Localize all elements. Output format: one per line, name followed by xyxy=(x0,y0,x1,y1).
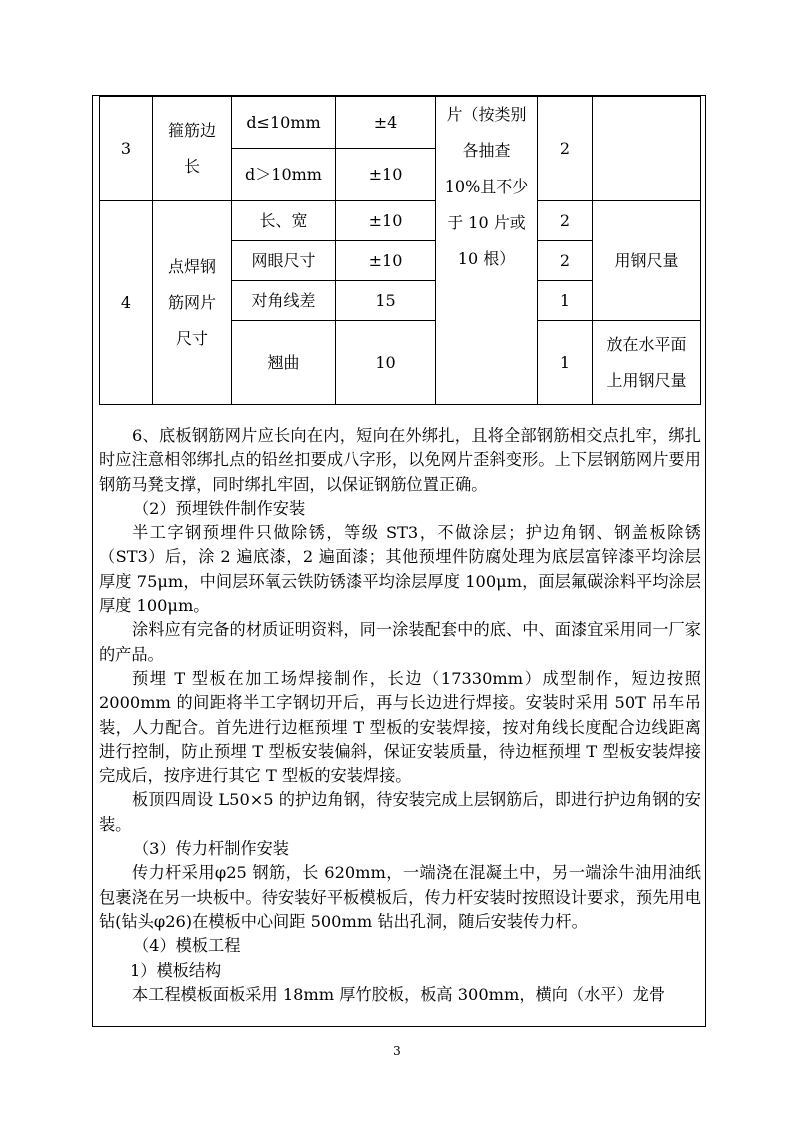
count-cell: 1 xyxy=(538,321,593,405)
method-cell: 用钢尺量 xyxy=(593,201,701,321)
section-heading: （4）模板工程 xyxy=(133,936,241,956)
paragraph: 本工程模板面板采用 18mm 厚竹胶板，板高 300mm，横向（水平）龙骨 xyxy=(132,984,666,1004)
paragraph: 涂料应有完备的材质证明资料，同一涂装配套中的底、中、面漆宜采用同一厂家的产品。 xyxy=(99,620,701,664)
count-cell: 2 xyxy=(538,97,593,201)
page-number: 3 xyxy=(393,1044,401,1058)
paragraph: 传力杆采用φ25 钢筋，长 620mm，一端浇在混凝土中，另一端涂牛油用油纸包裹浇在另一块板中。待安装好平板模板后，传力杆安装时按照设计要求，预先用电钻(钻头φ26)在模板中心间距 500mm 钻出孔洞，随后安装传力杆。 xyxy=(99,863,701,931)
condition-cell: 网眼尺寸 xyxy=(232,241,336,281)
condition-cell: 翘曲 xyxy=(232,321,336,405)
count-cell: 2 xyxy=(538,241,593,281)
paragraph: 预埋 T 型板在加工场焊接制作，长边（17330mm）成型制作，短边按照 2000mm 的间距将半工字钢切开后，再与长边进行焊接。安装时采用 50T 吊车吊装，人力配合。首先进行边框预埋 T 型板的安装焊接，按对角线长度配合边线距离进行控制，防止预埋 T 型板安装偏斜，保证安装质量，待边框预埋 T 型板安装焊接完成后，按序进行其它 T 型板的安装焊接。 xyxy=(99,668,701,786)
method-cell-empty xyxy=(593,97,701,201)
section-heading: （2）预埋铁件制作安装 xyxy=(133,498,306,518)
body-text xyxy=(99,424,701,1007)
tolerance-cell: ±10 xyxy=(336,149,436,201)
condition-cell: d≤10mm xyxy=(232,97,336,149)
tolerance-cell: 10 xyxy=(336,321,436,405)
condition-cell: 对角线差 xyxy=(232,281,336,321)
row-number: 3 xyxy=(100,97,153,201)
paragraph: 板顶四周设 L50×5 的护边角钢，待安装完成上层钢筋后，即进行护边角钢的安装。 xyxy=(99,790,701,834)
tolerance-cell: ±10 xyxy=(336,201,436,241)
condition-cell: d＞10mm xyxy=(232,149,336,201)
paragraph: 半工字钢预埋件只做除锈，等级 ST3，不做涂层；护边角钢、钢盖板除锈（ST3）后，涂 2 遍底漆，2 遍面漆；其他预埋件防腐处理为底层富锌漆平均涂层厚度 75μm，中间层环氧云铁防锈漆平均涂层厚度 100μm，面层氟碳涂料平均涂层厚度 100μm。 xyxy=(99,523,701,616)
tolerance-table xyxy=(99,96,701,405)
item-name: 箍筋边 长 xyxy=(153,97,232,201)
section-heading: （3）传力杆制作安装 xyxy=(133,839,289,859)
method-cell: 放在水平面 上用钢尺量 xyxy=(593,321,701,405)
item-name: 点焊钢 筋网片 尺寸 xyxy=(153,201,232,405)
row-number: 4 xyxy=(100,201,153,405)
count-cell: 2 xyxy=(538,201,593,241)
condition-cell: 长、宽 xyxy=(232,201,336,241)
tolerance-cell: ±10 xyxy=(336,241,436,281)
frequency-cell: 片（按类别 各抽查 10%且不少 于 10 片或 10 根） xyxy=(436,97,538,405)
paragraph: 6、底板钢筋网片应长向在内，短向在外绑扎，且将全部钢筋相交点扎牢，绑扎时应注意相邻绑扎点的铅丝扣要成八字形，以免网片歪斜变形。上下层钢筋网片要用钢筋马凳支撑，同时绑扎牢固，以保证钢筋位置正确。 xyxy=(99,426,701,494)
tolerance-cell: 15 xyxy=(336,281,436,321)
sub-heading: 1）模板结构 xyxy=(130,960,222,980)
count-cell: 1 xyxy=(538,281,593,321)
tolerance-cell: ±4 xyxy=(336,97,436,149)
